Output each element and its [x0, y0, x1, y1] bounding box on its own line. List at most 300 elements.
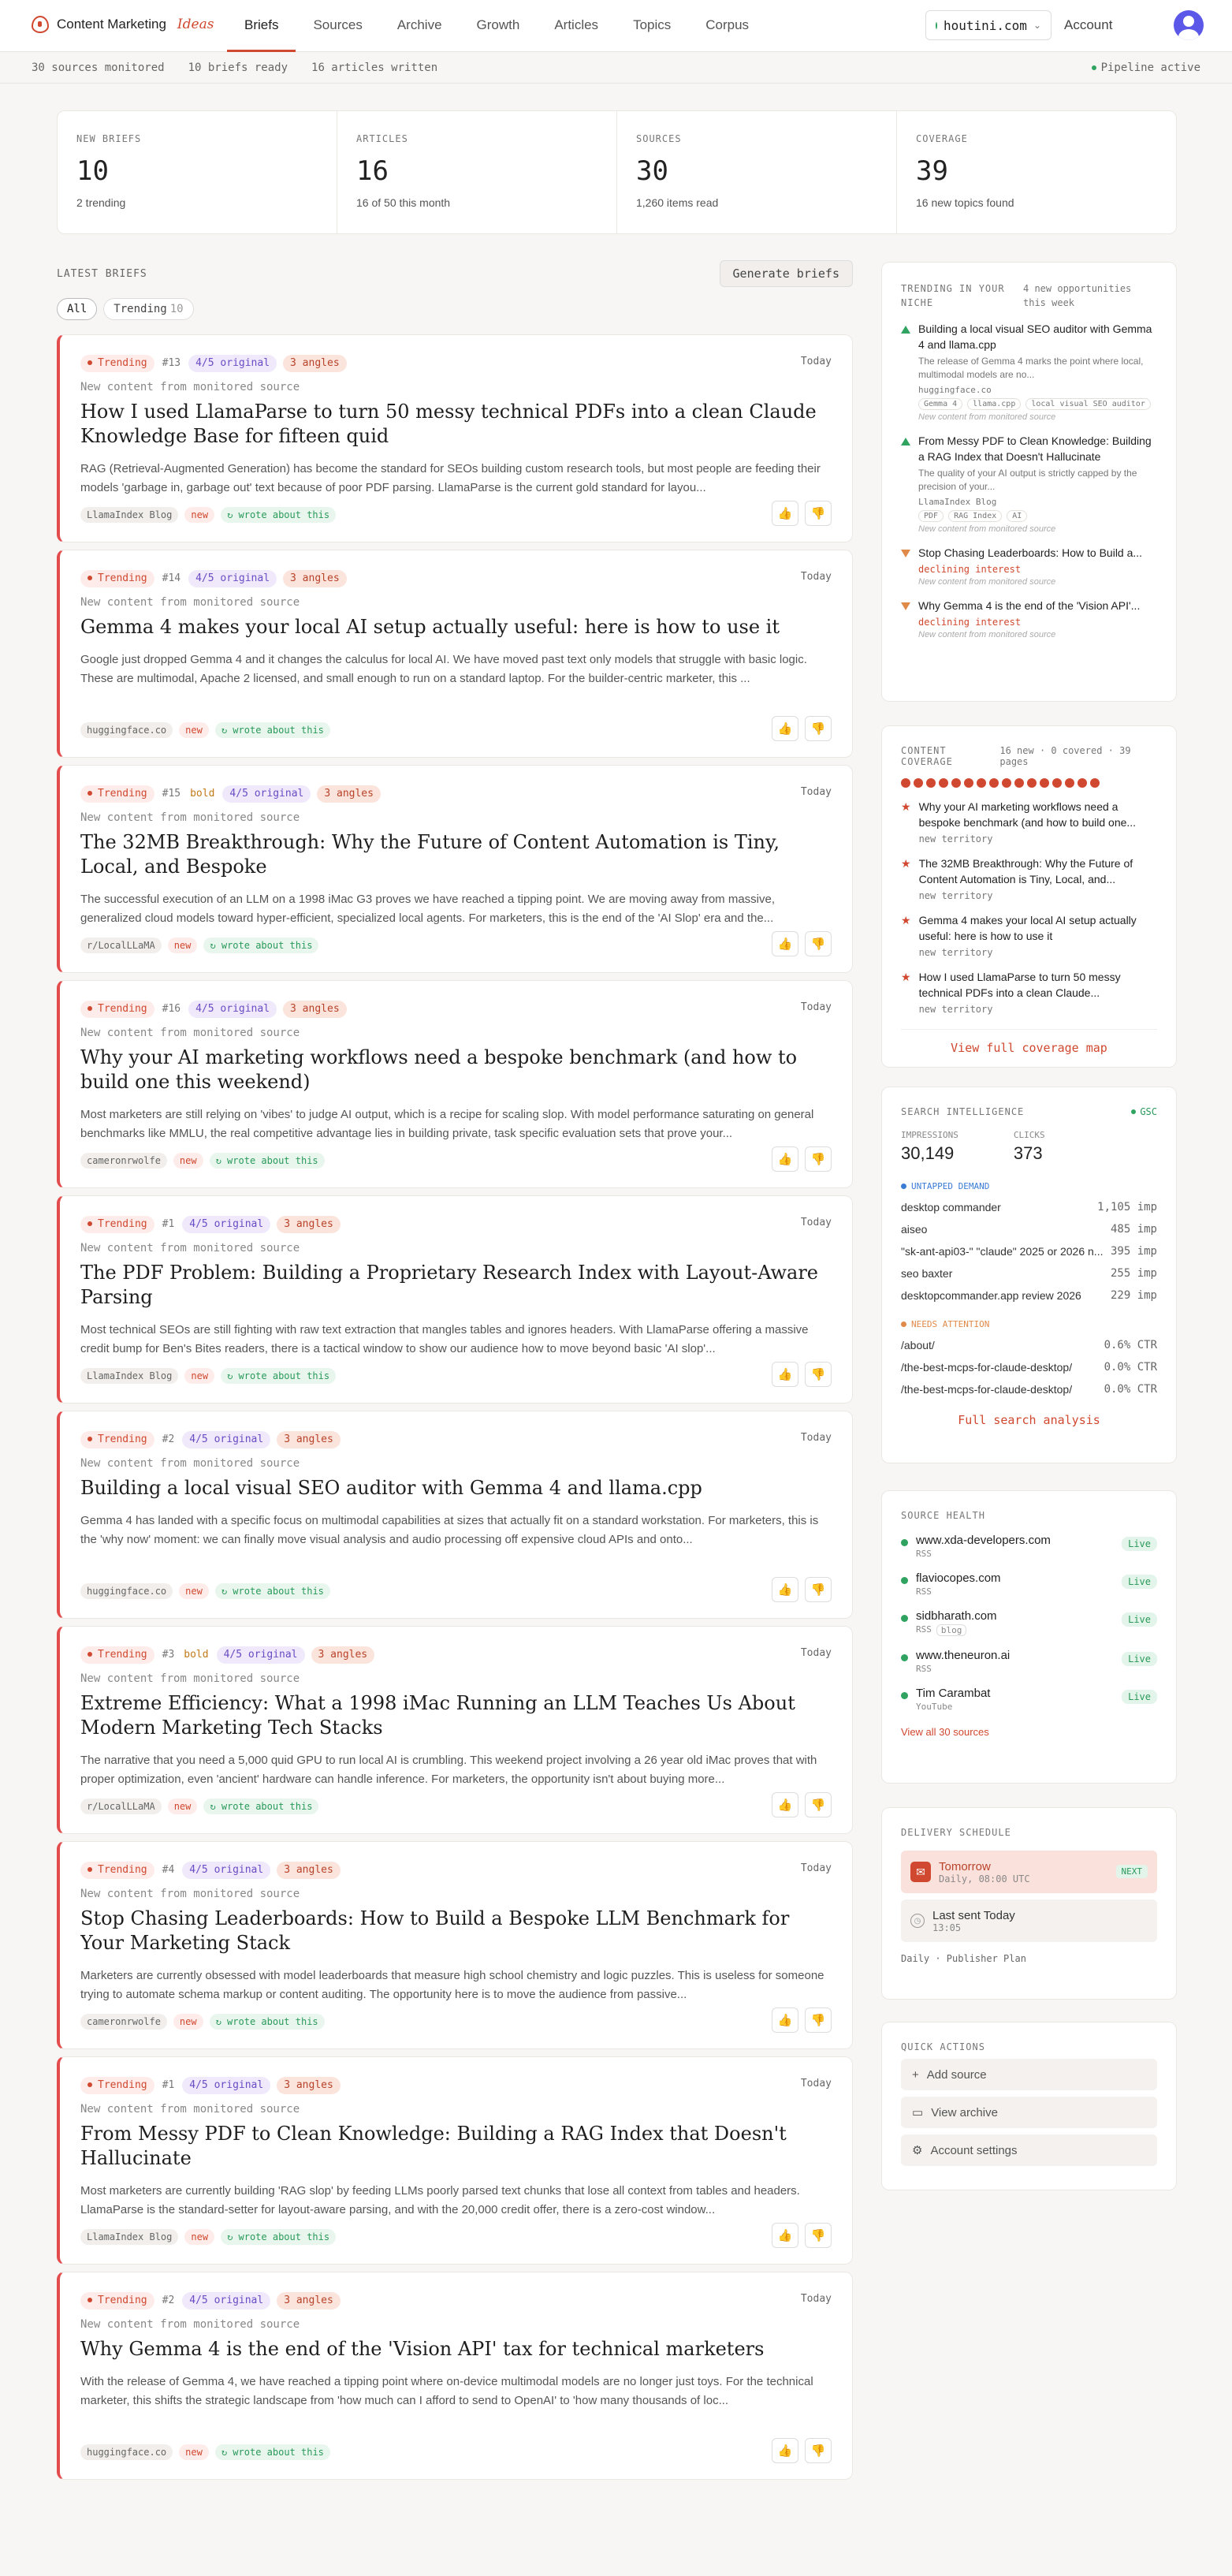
stat-cards	[57, 110, 1177, 234]
stat-card-new-briefs	[58, 111, 337, 233]
stat-label: ARTICLES	[356, 133, 408, 144]
status-dot-icon	[901, 1654, 908, 1661]
wrote-about-tag[interactable]: ↻ wrote about this	[215, 1583, 330, 1599]
thumbs-up-icon[interactable]: 👍	[772, 1577, 798, 1602]
thumbs-up-icon[interactable]: 👍	[772, 1146, 798, 1172]
wrote-about-tag[interactable]: ↻ wrote about this	[221, 1368, 336, 1384]
source-health-item[interactable]	[901, 1687, 1157, 1712]
brief-title[interactable]: Extreme Efficiency: What a 1998 iMac Running an LLM Teaches Us About Modern Marketing Tech Stacks	[80, 1692, 795, 1739]
delivery-panel	[881, 1807, 1177, 2000]
mail-icon: ✉	[910, 1862, 931, 1882]
trending-badge: Trending	[80, 1862, 154, 1879]
brief-votes	[772, 1146, 832, 1172]
source-name: www.xda-developers.com	[916, 1534, 1051, 1547]
brief-date: Today	[800, 2078, 832, 2090]
thumbs-up-icon[interactable]: 👍	[772, 501, 798, 526]
brief-title[interactable]: Why your AI marketing workflows need a bespoke benchmark (and how to build one this weekend)	[80, 1046, 798, 1093]
trend-item[interactable]	[901, 598, 1157, 639]
angles-badge: 3 angles	[277, 1216, 341, 1233]
coverage-stats: 16 new · 0 covered · 39 pages	[999, 745, 1131, 767]
untapped-row[interactable]	[901, 1201, 1157, 1213]
new-tag: new	[179, 2444, 209, 2460]
quick-action-add-source[interactable]	[901, 2059, 1157, 2090]
coverage-dot	[1052, 778, 1062, 788]
trending-badge: Trending	[80, 1431, 154, 1448]
source-type-label: RSS	[916, 1624, 932, 1635]
search-title: SEARCH INTELLIGENCE	[901, 1106, 1025, 1117]
brief-footer	[80, 507, 336, 523]
trend-tags	[918, 398, 1157, 410]
account-link[interactable]: Account	[1064, 17, 1113, 32]
stat-label: SOURCES	[636, 133, 682, 144]
source-health-item[interactable]	[901, 1571, 1157, 1597]
nav-archive[interactable]: Archive	[396, 17, 442, 32]
thumbs-down-icon[interactable]: 👎	[805, 716, 832, 741]
attention-row[interactable]	[901, 1339, 1157, 1351]
brief-title[interactable]: The 32MB Breakthrough: Why the Future of Content Automation is Tiny, Local, and Bespoke	[80, 831, 780, 878]
brief-number: #16	[162, 1003, 181, 1015]
originality-badge: 4/5 original	[182, 1216, 270, 1233]
originality-badge: 4/5 original	[188, 355, 277, 372]
brief-source-label: New content from monitored source	[80, 1457, 300, 1470]
brief-source-label: New content from monitored source	[80, 1888, 300, 1900]
logo-icon	[32, 16, 49, 33]
brief-date: Today	[800, 1432, 832, 1444]
stat-sub: 1,260 items read	[636, 196, 719, 209]
last-delivery-title: Last sent Today	[932, 1908, 1015, 1922]
originality-badge: 4/5 original	[182, 1862, 270, 1879]
trend-tag: RAG Index	[948, 510, 1002, 522]
coverage-map-link[interactable]: View full coverage map	[901, 1029, 1157, 1055]
brief-card[interactable]	[57, 2272, 853, 2480]
nav-growth[interactable]: Growth	[476, 17, 520, 32]
quick-actions-panel	[881, 2022, 1177, 2190]
pipeline-label: Pipeline active	[1100, 62, 1200, 74]
angles-badge: 3 angles	[277, 2292, 341, 2309]
brief-title[interactable]: Stop Chasing Leaderboards: How to Build a Bespoke LLM Benchmark for Your Marketing Stack	[80, 1907, 790, 1954]
brief-card[interactable]	[57, 1195, 853, 1404]
coverage-dot	[1014, 778, 1024, 788]
status-dot-icon	[901, 1539, 908, 1546]
brief-votes	[772, 1577, 832, 1602]
brief-footer	[80, 1583, 330, 1599]
originality-badge: 4/5 original	[188, 570, 277, 587]
brief-title[interactable]: How I used LlamaParse to turn 50 messy technical PDFs into a clean Claude Knowledge Base for fifteen quid	[80, 401, 817, 447]
brief-tags	[80, 1215, 832, 1234]
attention-query: /the-best-mcps-for-claude-desktop/	[901, 1361, 1073, 1374]
trend-tags	[918, 510, 1157, 522]
trend-item[interactable]	[901, 321, 1157, 422]
trend-status: declining interest	[918, 564, 1022, 575]
brief-votes	[772, 501, 832, 526]
source-tag: r/LocalLLaMA	[80, 1799, 162, 1814]
originality-badge: 4/5 original	[182, 1431, 270, 1448]
brief-footer	[80, 722, 330, 738]
thumbs-up-icon[interactable]: 👍	[772, 716, 798, 741]
attention-label: NEEDS ATTENTION	[901, 1319, 1157, 1329]
source-health-item[interactable]	[901, 1609, 1157, 1636]
nav-corpus[interactable]: Corpus	[705, 17, 750, 32]
trend-note: New content from monitored source	[918, 577, 1056, 587]
trend-title: Why Gemma 4 is the end of the 'Vision API'...	[918, 599, 1141, 612]
next-delivery-sub: Daily, 08:00 UTC	[939, 1873, 1030, 1884]
chevron-down-icon: ⌄	[1033, 20, 1041, 31]
thumbs-down-icon[interactable]: 👎	[805, 2438, 832, 2463]
coverage-item[interactable]	[901, 969, 1157, 1015]
attention-query: /about/	[901, 1339, 935, 1351]
quick-action-account-settings[interactable]	[901, 2134, 1157, 2166]
trending-badge: Trending	[80, 1001, 154, 1018]
angles-badge: 3 angles	[283, 1001, 347, 1018]
source-name: www.theneuron.ai	[916, 1649, 1011, 1662]
brief-number: #1	[162, 2079, 175, 2091]
brief-number: #14	[162, 572, 181, 584]
brief-footer	[80, 1799, 318, 1814]
brief-number: #15	[162, 788, 181, 800]
brief-number: #3	[162, 1649, 175, 1661]
trending-badge: Trending	[80, 355, 154, 372]
attention-row[interactable]	[901, 1383, 1157, 1396]
originality-badge: 4/5 original	[217, 1646, 305, 1664]
star-icon: ★	[901, 971, 911, 983]
stat-card-articles	[337, 111, 617, 233]
source-tag: LlamaIndex Blog	[80, 1368, 178, 1384]
trend-item[interactable]	[901, 545, 1157, 587]
brief-date: Today	[800, 1217, 832, 1228]
new-tag: new	[184, 2229, 214, 2245]
untapped-row[interactable]	[901, 1289, 1157, 1302]
bold-badge: bold	[184, 1649, 209, 1661]
brief-card[interactable]	[57, 1411, 853, 1619]
live-badge: Live	[1122, 1575, 1157, 1589]
status-stat-2: 16 articles written	[311, 62, 438, 74]
coverage-title: CONTENT COVERAGE	[901, 745, 953, 767]
thumbs-down-icon[interactable]: 👎	[805, 1362, 832, 1387]
brief-title[interactable]: Why Gemma 4 is the end of the 'Vision API' tax for technical marketers	[80, 2338, 765, 2360]
wrote-about-tag[interactable]: ↻ wrote about this	[210, 1153, 325, 1169]
stat-label: COVERAGE	[916, 133, 968, 144]
attention-value: 0.0% CTR	[1104, 1383, 1157, 1396]
stat-sub: 16 new topics found	[916, 196, 1014, 209]
brief-body: RAG (Retrieval-Augmented Generation) has become the standard for SEOs building custom research tools, but most people are feeding their models 'garbage in, garbage out' text because of poor PDF parsing. LlamaParse is the current gold standard for layou...	[80, 462, 821, 494]
briefs-header	[57, 260, 853, 289]
status-dot-icon	[901, 1615, 908, 1622]
nav-briefs[interactable]: Briefs	[227, 0, 296, 52]
brief-body: Gemma 4 has landed with a specific focus on multimodal capabilities at sizes that actually fit on a standard workstation. For marketers, this is the 'why now' moment: we can finally move visual analysis and audio processing off expensive cloud APIs and onto...	[80, 1514, 819, 1546]
untapped-row[interactable]	[901, 1223, 1157, 1236]
new-tag: new	[168, 1799, 198, 1814]
next-delivery[interactable]	[901, 1851, 1157, 1893]
untapped-query: "sk-ant-api03-" "claude" 2025 or 2026 n...	[901, 1245, 1104, 1258]
pipeline-status	[1092, 62, 1200, 74]
thumbs-down-icon[interactable]: 👎	[805, 1577, 832, 1602]
brief-date: Today	[800, 356, 832, 367]
impressions-value: 30,149	[901, 1143, 955, 1163]
wrote-about-tag[interactable]: ↻ wrote about this	[203, 1799, 318, 1814]
stat-card-coverage	[897, 111, 1176, 233]
avatar[interactable]	[1174, 10, 1204, 40]
nav-articles[interactable]: Articles	[554, 17, 599, 32]
stat-value: 10	[76, 155, 109, 187]
filter-all[interactable]: All	[57, 298, 97, 320]
thumbs-down-icon[interactable]: 👎	[805, 2007, 832, 2033]
untapped-value: 485 imp	[1110, 1223, 1157, 1236]
brief-title[interactable]: From Messy PDF to Clean Knowledge: Building a RAG Index that Doesn't Hallucinate	[80, 2123, 787, 2169]
coverage-item[interactable]	[901, 912, 1157, 958]
status-bar	[0, 52, 1232, 84]
trend-item[interactable]	[901, 433, 1157, 534]
status-stats	[32, 62, 437, 74]
brief-body: Most marketers are currently building 'RAG slop' by feeding LLMs poorly parsed text chunks that lose all context from tables and headers. LlamaParse is the standard-setter for layout-aware parsing, and with the 20,000 credit offer, there is a zero-cost window...	[80, 2184, 800, 2216]
status-dot-icon	[936, 22, 937, 29]
trend-tag: AI	[1007, 510, 1027, 522]
source-health-item[interactable]	[901, 1649, 1157, 1674]
untapped-value: 255 imp	[1110, 1267, 1157, 1280]
status-stat-1: 10 briefs ready	[188, 62, 288, 74]
star-icon: ★	[901, 800, 911, 813]
archive-icon: ▭	[912, 2106, 924, 2119]
new-tag: new	[168, 938, 198, 953]
coverage-status: new territory	[918, 1004, 993, 1015]
trend-up-icon	[901, 438, 910, 445]
coverage-title: How I used LlamaParse to turn 50 messy technical PDFs into a clean Claude...	[918, 971, 1121, 999]
source-type-label: RSS	[916, 1549, 932, 1559]
untapped-row[interactable]	[901, 1267, 1157, 1280]
wrote-about-tag[interactable]: ↻ wrote about this	[215, 2444, 330, 2460]
brief-date: Today	[800, 1647, 832, 1659]
source-name: Tim Carambat	[916, 1687, 991, 1700]
brief-number: #13	[162, 357, 181, 369]
clock-icon: ◷	[910, 1914, 925, 1928]
coverage-dot	[939, 778, 948, 788]
nav-topics[interactable]: Topics	[633, 17, 672, 32]
brief-card[interactable]	[57, 334, 853, 542]
app-name-accent: Ideas	[177, 17, 214, 32]
trending-badge: Trending	[80, 2292, 154, 2309]
view-all-sources-link[interactable]: View all 30 sources	[901, 1726, 989, 1738]
coverage-title: Gemma 4 makes your local AI setup actually useful: here is how to use it	[918, 914, 1137, 942]
brief-source-label: New content from monitored source	[80, 1672, 300, 1685]
source-type-label: RSS	[916, 1586, 932, 1597]
star-icon: ★	[901, 914, 911, 926]
source-health-item[interactable]	[901, 1534, 1157, 1559]
quick-title: QUICK ACTIONS	[901, 2041, 985, 2052]
source-tag: huggingface.co	[80, 722, 173, 738]
next-delivery-title: Tomorrow	[939, 1859, 991, 1873]
new-tag: new	[179, 722, 209, 738]
brief-card[interactable]	[57, 765, 853, 973]
brief-body: Most technical SEOs are still fighting with raw text extraction that mangles tables and ignores headers. With LlamaParse offering a massive credit bump for Ben's Bites readers, there is a tactical window to show our audience how to move beyond basic 'AI slop'...	[80, 1323, 809, 1355]
brief-votes	[772, 1792, 832, 1817]
brief-votes	[772, 2223, 832, 2248]
untapped-value: 1,105 imp	[1097, 1201, 1157, 1213]
coverage-title: Why your AI marketing workflows need a bespoke benchmark (and how to build one...	[918, 800, 1137, 829]
source-type-label: RSS	[916, 1664, 932, 1674]
untapped-query: desktopcommander.app review 2026	[901, 1289, 1081, 1302]
thumbs-down-icon[interactable]: 👎	[805, 1792, 832, 1817]
originality-badge: 4/5 original	[182, 2077, 270, 2094]
brief-list	[57, 334, 853, 2487]
trend-desc: The quality of your AI output is strictly capped by the precision of your...	[918, 468, 1137, 492]
brief-tags	[80, 354, 832, 373]
generate-briefs-button[interactable]: Generate briefs	[720, 260, 853, 287]
brief-date: Today	[800, 2293, 832, 2305]
nav-sources[interactable]: Sources	[313, 17, 363, 32]
trending-badge: Trending	[80, 1646, 154, 1664]
coverage-dot	[1002, 778, 1011, 788]
source-type	[916, 1624, 997, 1636]
filter-trending[interactable]	[103, 298, 193, 320]
wrote-about-tag[interactable]: ↻ wrote about this	[203, 938, 318, 953]
source-type	[916, 1549, 1051, 1559]
brief-tags	[80, 785, 832, 803]
brief-footer	[80, 938, 318, 953]
trend-down-icon	[901, 550, 910, 557]
brief-footer	[80, 1368, 336, 1384]
thumbs-down-icon[interactable]: 👎	[805, 501, 832, 526]
coverage-status: new territory	[918, 890, 993, 901]
thumbs-up-icon[interactable]: 👍	[772, 931, 798, 956]
trend-title: Building a local visual SEO auditor with Gemma 4 and llama.cpp	[918, 322, 1152, 351]
source-tag: LlamaIndex Blog	[80, 2229, 178, 2245]
coverage-dot	[989, 778, 999, 788]
trend-source: huggingface.co	[918, 385, 992, 395]
stat-value: 30	[636, 155, 668, 187]
brief-date: Today	[800, 1862, 832, 1874]
trending-title: TRENDING IN YOUR NICHE	[901, 283, 1005, 308]
coverage-title: The 32MB Breakthrough: Why the Future of Content Automation is Tiny, Local, and...	[918, 857, 1133, 885]
brief-date: Today	[800, 1001, 832, 1013]
brief-title[interactable]: Gemma 4 makes your local AI setup actually useful: here is how to use it	[80, 616, 780, 638]
plus-icon: +	[912, 2067, 919, 2082]
brief-card[interactable]	[57, 980, 853, 1188]
angles-badge: 3 angles	[277, 1431, 341, 1448]
status-dot-icon	[901, 1692, 908, 1699]
trending-note: 4 new opportunities this week	[1023, 283, 1132, 308]
brief-votes	[772, 2007, 832, 2033]
source-tag: cameronrwolfe	[80, 1153, 167, 1169]
quick-action-view-archive[interactable]	[901, 2097, 1157, 2128]
trend-title: Stop Chasing Leaderboards: How to Build a...	[918, 546, 1143, 559]
brief-card[interactable]	[57, 550, 853, 758]
new-tag: new	[173, 2014, 203, 2030]
trending-badge: Trending	[80, 785, 154, 803]
trend-tag: local visual SEO auditor	[1025, 398, 1151, 410]
untapped-value: 395 imp	[1110, 1245, 1157, 1258]
coverage-item[interactable]	[901, 799, 1157, 844]
wrote-about-tag[interactable]: ↻ wrote about this	[221, 507, 336, 523]
brief-card[interactable]	[57, 2056, 853, 2265]
coverage-dot	[951, 778, 961, 788]
coverage-item[interactable]	[901, 856, 1157, 901]
trend-note: New content from monitored source	[918, 630, 1056, 639]
new-tag: new	[184, 1368, 214, 1384]
coverage-dot	[926, 778, 936, 788]
new-tag: new	[173, 1153, 203, 1169]
untapped-row[interactable]	[901, 1245, 1157, 1258]
brief-title[interactable]: The PDF Problem: Building a Proprietary Research Index with Layout-Aware Parsing	[80, 1262, 818, 1308]
thumbs-up-icon[interactable]: 👍	[772, 2007, 798, 2033]
coverage-dot	[1065, 778, 1074, 788]
stat-value: 39	[916, 155, 948, 187]
top-bar	[0, 0, 1232, 52]
brief-card[interactable]	[57, 1841, 853, 2049]
brief-tags	[80, 2076, 832, 2095]
source-type	[916, 1586, 1001, 1597]
angles-badge: 3 angles	[277, 1862, 341, 1879]
search-analysis-link[interactable]: Full search analysis	[958, 1413, 1100, 1427]
trend-tag: PDF	[918, 510, 944, 522]
untapped-query: seo baxter	[901, 1267, 953, 1280]
brief-number: #1	[162, 1218, 175, 1230]
thumbs-up-icon[interactable]: 👍	[772, 2223, 798, 2248]
live-badge: Live	[1122, 1690, 1157, 1704]
coverage-dot	[1090, 778, 1100, 788]
trend-status: declining interest	[918, 617, 1022, 628]
brief-title[interactable]: Building a local visual SEO auditor with Gemma 4 and llama.cpp	[80, 1477, 702, 1499]
angles-badge: 3 angles	[283, 355, 347, 372]
wrote-about-tag[interactable]: ↻ wrote about this	[210, 2014, 325, 2030]
thumbs-up-icon[interactable]: 👍	[772, 1792, 798, 1817]
source-type	[916, 1702, 990, 1712]
domain-value: houtini.com	[943, 17, 1027, 33]
trending-panel	[881, 262, 1177, 702]
trend-title: From Messy PDF to Clean Knowledge: Building a RAG Index that Doesn't Hallucinate	[918, 434, 1152, 463]
quick-action-label: Account settings	[930, 2143, 1018, 2157]
brief-card[interactable]	[57, 1626, 853, 1834]
attention-row[interactable]	[901, 1361, 1157, 1374]
coverage-dot	[1027, 778, 1037, 788]
thumbs-up-icon[interactable]: 👍	[772, 2438, 798, 2463]
source-extra-tag: blog	[936, 1624, 967, 1636]
trending-badge: Trending	[80, 2077, 154, 2094]
source-name: flaviocopes.com	[916, 1571, 1001, 1585]
new-tag: new	[184, 507, 214, 523]
brief-tags	[80, 1000, 832, 1019]
thumbs-up-icon[interactable]: 👍	[772, 1362, 798, 1387]
last-delivery-sub: 13:05	[932, 1922, 962, 1933]
brief-number: #2	[162, 2295, 175, 2306]
new-tag: new	[179, 1583, 209, 1599]
coverage-dots	[901, 778, 1157, 788]
thumbs-down-icon[interactable]: 👎	[805, 1146, 832, 1172]
coverage-dot	[914, 778, 923, 788]
stat-sub: 2 trending	[76, 196, 126, 209]
trend-down-icon	[901, 602, 910, 610]
quick-action-label: Add source	[926, 2067, 987, 2082]
live-badge: Live	[1122, 1652, 1157, 1666]
thumbs-down-icon[interactable]: 👎	[805, 2223, 832, 2248]
source-type	[916, 1664, 1010, 1674]
app-logo[interactable]	[32, 16, 214, 33]
brief-footer	[80, 1153, 325, 1169]
brief-source-label: New content from monitored source	[80, 2318, 300, 2331]
star-icon: ★	[901, 857, 911, 870]
domain-selector[interactable]	[925, 10, 1051, 40]
brief-source-label: New content from monitored source	[80, 381, 300, 393]
wrote-about-tag[interactable]: ↻ wrote about this	[221, 2229, 336, 2245]
wrote-about-tag[interactable]: ↻ wrote about this	[215, 722, 330, 738]
thumbs-down-icon[interactable]: 👎	[805, 931, 832, 956]
trend-desc: The release of Gemma 4 marks the point where local, multimodal models are no...	[918, 356, 1144, 380]
originality-badge: 4/5 original	[182, 2292, 270, 2309]
coverage-dot	[1040, 778, 1049, 788]
untapped-value: 229 imp	[1110, 1289, 1157, 1302]
brief-body: The narrative that you need a 5,000 quid GPU to run local AI is crumbling. This weekend project involving a 26 year old iMac proves that with proper optimization, even 'ancient' hardware can handle inference. For marketers, the opportunity isn't about buying more...	[80, 1754, 817, 1786]
brief-source-label: New content from monitored source	[80, 2103, 300, 2116]
gear-icon: ⚙	[912, 2144, 923, 2157]
trend-note: New content from monitored source	[918, 412, 1056, 422]
